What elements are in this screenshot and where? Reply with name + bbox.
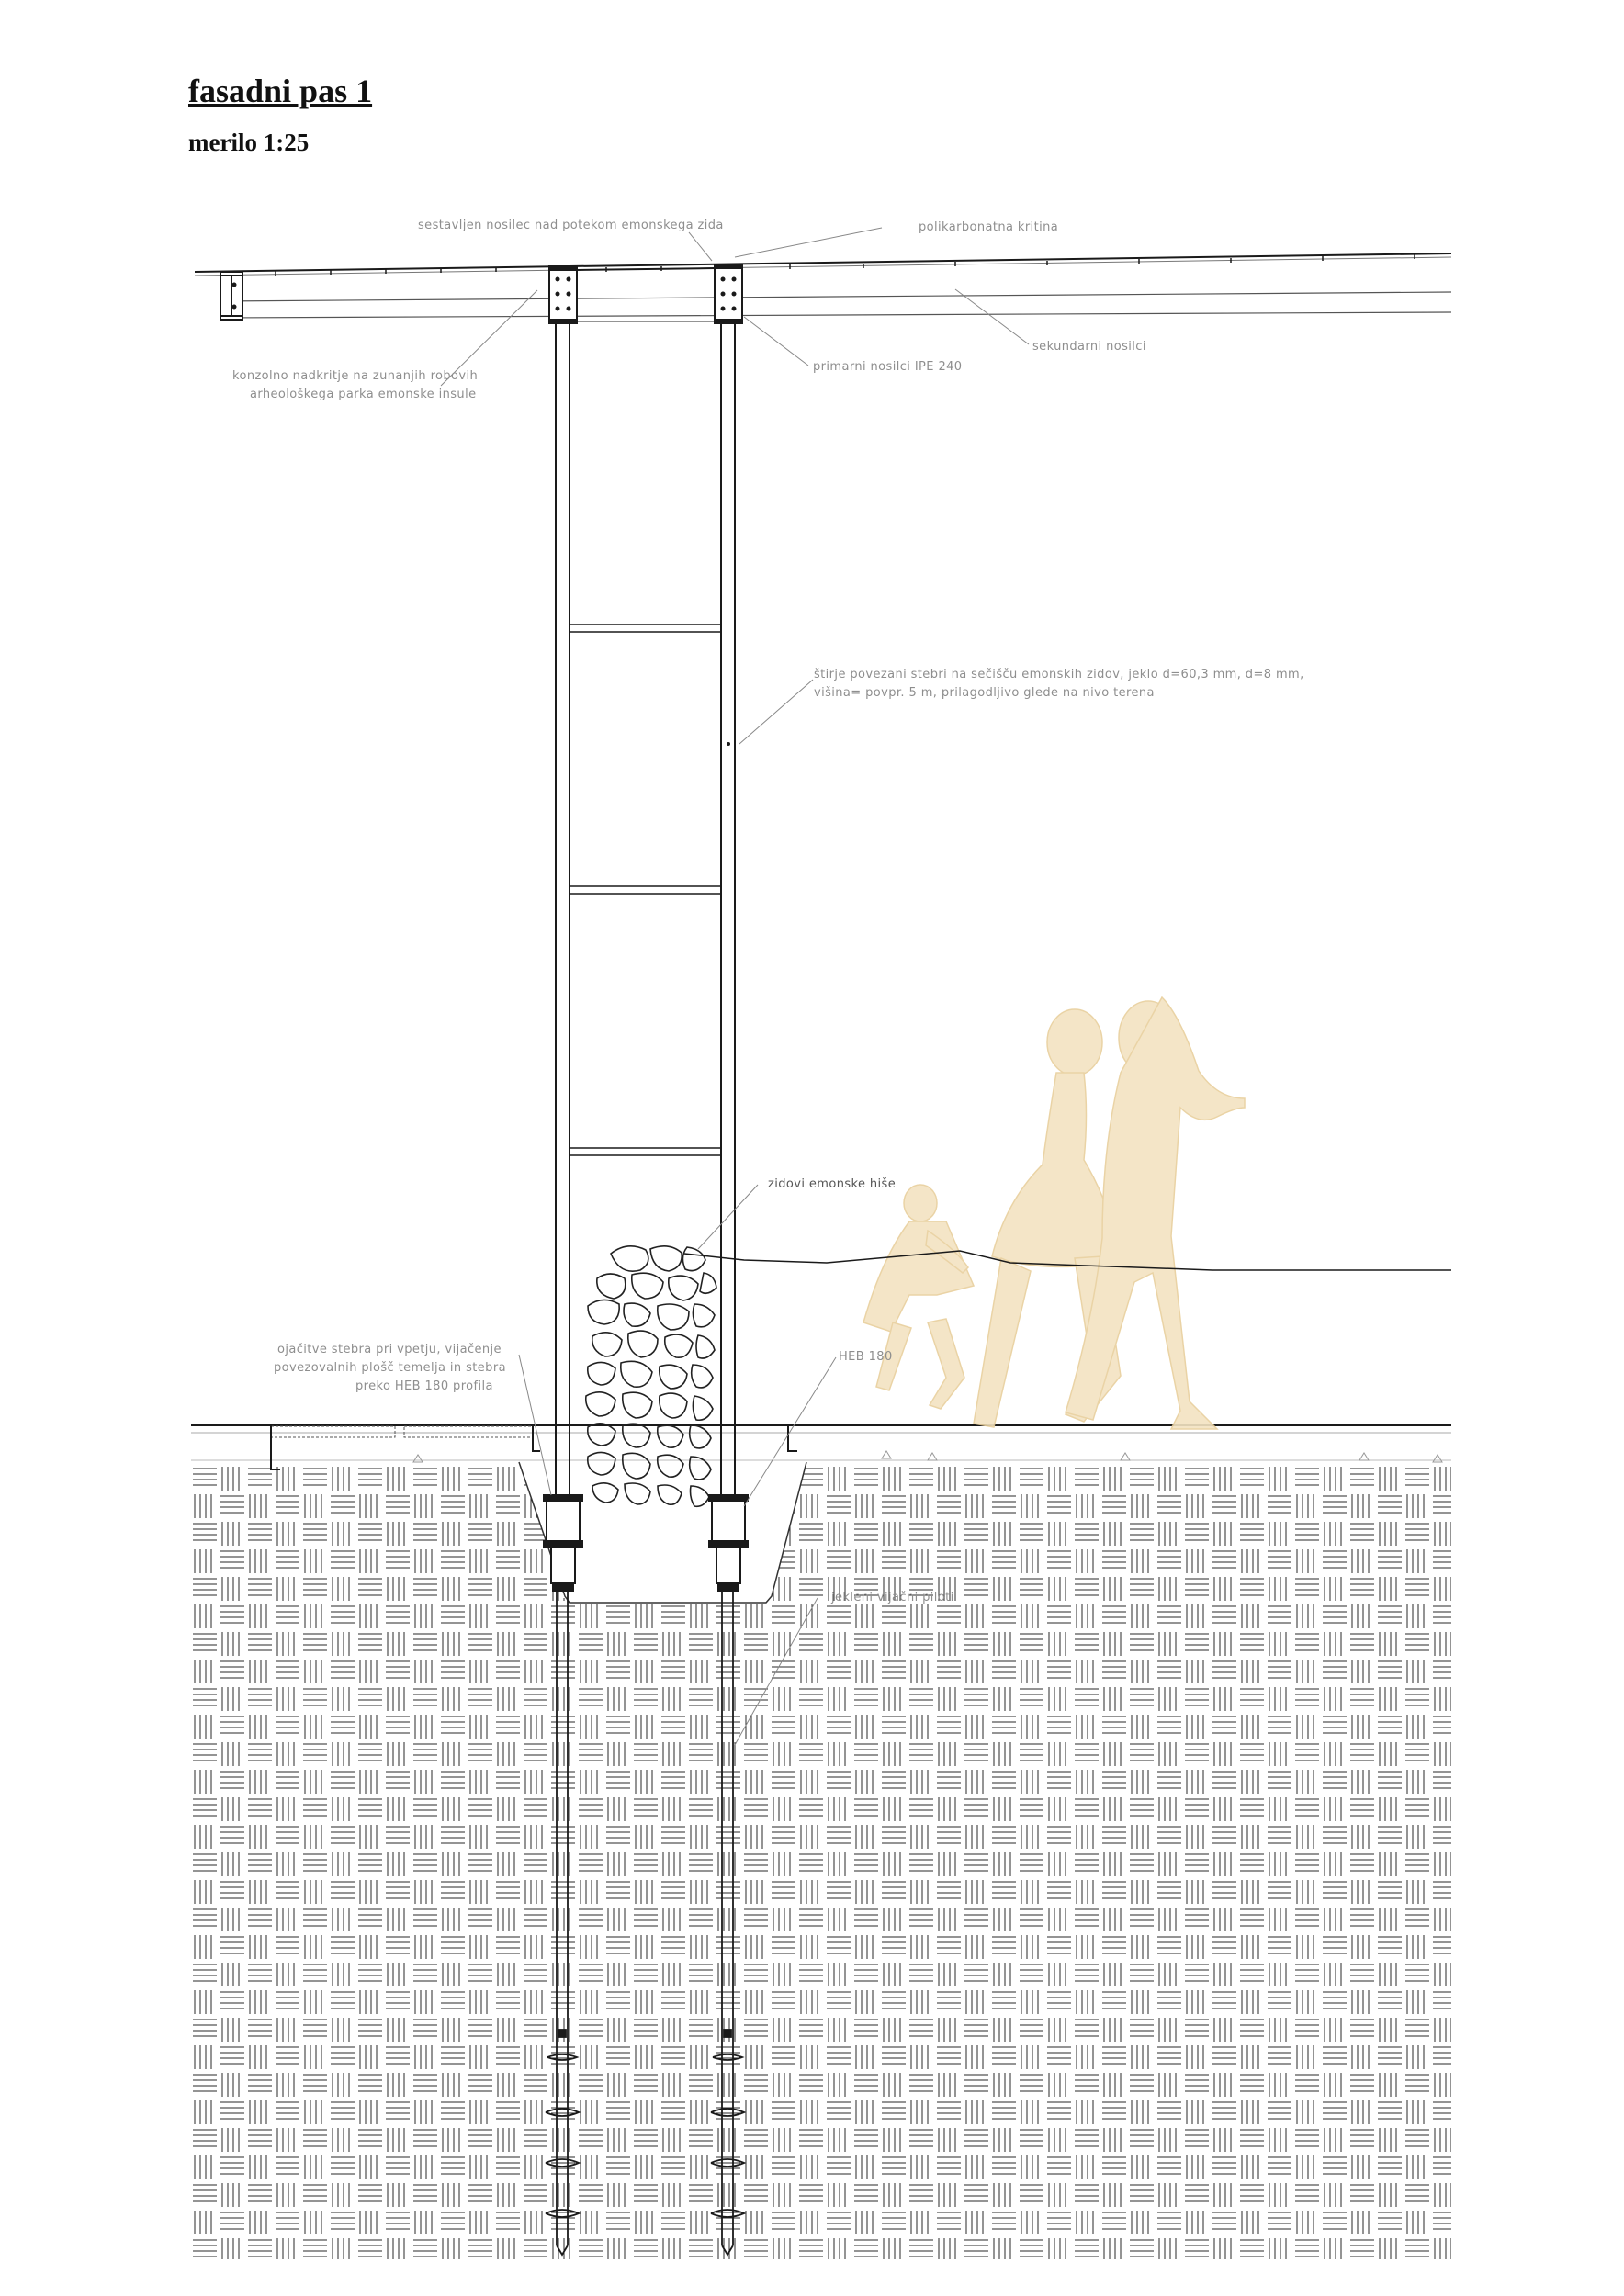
people-silhouettes xyxy=(863,997,1245,1429)
label-columns-1: štirje povezani stebri na sečišču emonskih zidov, jeklo d=60,3 mm, d=8 mm, xyxy=(814,668,1304,681)
ground-line xyxy=(191,1425,1451,1469)
label-cantilever-2: arheološkega parka emonske insule xyxy=(250,388,477,401)
label-reinforcement-2: povezovalnih plošč temelja in stebra xyxy=(274,1361,506,1375)
label-cantilever-1: konzolno nadkritje na zunanjih robovih xyxy=(232,369,479,383)
label-composite-beam: sestavljen nosilec nad potekom emonskega zida xyxy=(418,219,724,232)
column-ties xyxy=(570,625,721,1155)
label-heb: HEB 180 xyxy=(839,1350,893,1364)
label-secondary-beams: sekundarni nosilci xyxy=(1032,340,1146,354)
child-figure xyxy=(863,1185,974,1409)
column-right xyxy=(721,321,735,1515)
roof-structure xyxy=(195,253,1451,323)
drawing-title: fasadni pas 1 xyxy=(188,73,373,109)
label-columns-2: višina= povpr. 5 m, prilagodljivo glede na nivo terena xyxy=(814,686,1155,700)
label-roman-walls: zidovi emonske hiše xyxy=(768,1177,897,1191)
roof-ticks xyxy=(276,254,1415,276)
column-left xyxy=(556,321,570,1515)
label-screw-piles: jekleni vijačni piloti xyxy=(831,1591,954,1604)
soil-hatch xyxy=(191,1465,1451,2259)
scale-label: merilo 1:25 xyxy=(188,129,310,156)
label-reinforcement-1: ojačitve stebra pri vpetju, vijačenje xyxy=(277,1343,502,1356)
column-marker xyxy=(727,742,730,746)
bolts xyxy=(232,277,737,311)
label-primary-beams: primarni nosilci IPE 240 xyxy=(813,360,963,374)
label-reinforcement-3: preko HEB 180 profila xyxy=(355,1379,493,1393)
label-polycarbonate-roof: polikarbonatna kritina xyxy=(919,220,1059,234)
